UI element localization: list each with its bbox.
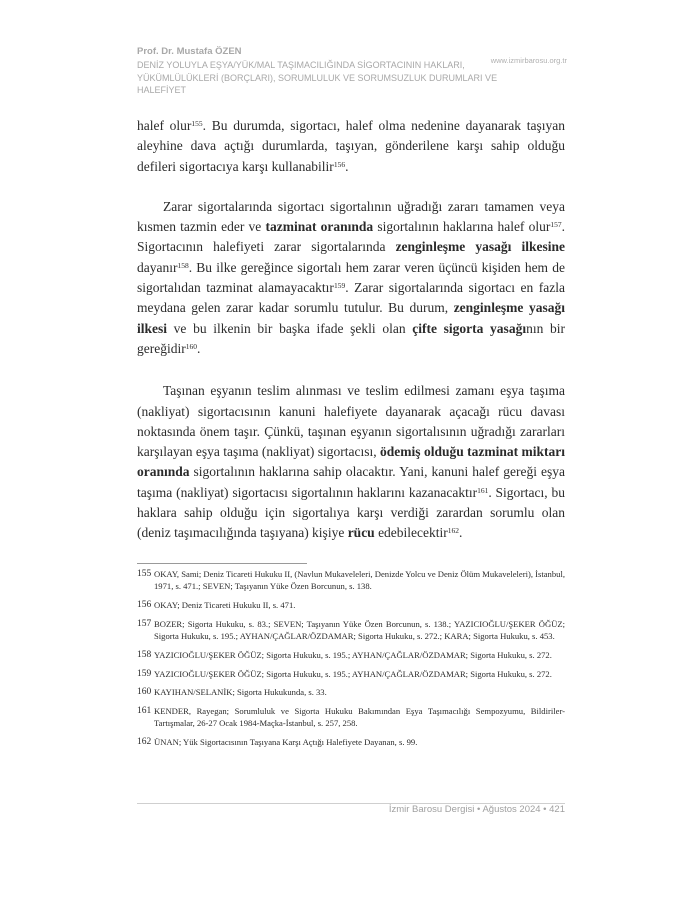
footnote-ref: 162 — [447, 526, 460, 536]
footnote-number: 157 — [137, 618, 152, 629]
footnote-text: YAZICIOĞLU/ŞEKER ÖĞÜZ; Sigorta Hukuku, s. 195.; AYHAN/ÇAĞLAR/ÖZDAMAR; Sigorta Hukuku, s. 272. — [154, 649, 552, 660]
paragraph-3 — [137, 381, 565, 543]
bold-term: zenginleşme yasağı ilkesi — [137, 300, 565, 336]
footnote-text: KENDER, Rayegan; Sorumluluk ve Sigorta Hukuku Bakımından Eşya Taşımacılığı Sempozyumu, Bildiriler-Tartışmalar, 26-27 Ocak 1984-Maçka-İstanbul, s. 257, 258. — [154, 706, 565, 729]
footnote-text: OKAY; Deniz Ticareti Hukuku II, s. 471. — [154, 600, 296, 610]
text-run: Taşınan eşyanın teslim alınması ve teslim edilmesi zamanı eşya taşıma (nakliyat) sigortacısının kanuni halefiyete dayanarak açacağı rücu davası noktasında önem taşır. Çünkü, taşınan eşyanın sigortalısının uğradığı zararları karşılayan eşya taşıma (nakliyat) sigortacısı, — [137, 383, 565, 460]
bold-term: rücu — [347, 525, 375, 541]
header-website: www.izmirbarosu.org.tr — [490, 56, 567, 65]
text-run: sigortalının haklarına sahip olacaktır. Yani, kanuni halef gereği eşya taşıma (nakliyat) sigortacısı sigortalının haklarını kazanacaktır — [137, 464, 565, 500]
header-author: Prof. Dr. Mustafa ÖZEN — [137, 46, 242, 57]
footnote — [137, 736, 565, 748]
footnote-text: ÜNAN; Yük Sigortacısının Taşıyana Karşı Açtığı Halefiyete Dayanan, s. 99. — [154, 737, 418, 748]
text-run: sigortalının haklarına halef olur — [373, 219, 551, 235]
text-run: . Bu durumda, sigortacı, halef olma nedenine dayanarak taşıyan aleyhine dava açtığı durumlarda, taşıyan, gönderilene karşı sahip olduğu defileri sigortacıya karşı kullanabilir — [137, 118, 565, 174]
text-run: dayanır — [137, 259, 178, 275]
footnote-number: 161 — [137, 706, 152, 717]
footnote-ref: 157 — [550, 220, 562, 230]
body-text — [137, 116, 565, 544]
bold-term: zenginleşme yasağı ilkesine — [395, 239, 566, 255]
footnote-number: 162 — [137, 737, 152, 748]
footnote-number: 160 — [137, 687, 152, 698]
bold-term: ödemiş olduğu tazminat miktarı oranında — [137, 444, 565, 480]
footnote-text: BOZER; Sigorta Hukuku, s. 83.; SEVEN; Taşıyanın Yüke Özen Borcunun, s. 138.; YAZICIOĞLU/ŞEKER ÖĞÜZ; Sigorta Hukuku, s. 195.; AYHAN/ÇAĞLAR/ÖZDAMAR; Sigorta Hukuku, s. 272.; KARA; Sigorta Hukuku, s. 453. — [154, 618, 565, 641]
footnotes — [137, 568, 565, 755]
footnote-number: 156 — [137, 600, 152, 610]
footnote-text: KAYIHAN/SELANİK; Sigorta Hukukunda, s. 33. — [154, 687, 327, 698]
paragraph-2 — [137, 197, 565, 359]
footnote-ref: 155 — [191, 119, 203, 128]
footnote-ref: 156 — [333, 159, 346, 169]
text-run: . Sigortacı, bu haklara sahip olduğu için sigortalıya karşı verdiği zarardan sorumlu olan (deniz taşımacılığında taşıyana) kişiye — [137, 484, 565, 541]
footnote-divider — [137, 563, 307, 564]
page-footer: İzmir Barosu Dergisi • Ağustos 2024 • 421 — [388, 804, 565, 815]
footnote — [137, 686, 565, 698]
footnote — [137, 705, 565, 729]
footnote-number: 155 — [137, 569, 152, 579]
text-run: . Bu ilke gereğince sigortalı hem zarar veren üçüncü kişiden hem de sigortalıdan tazminat alamayacaktır — [137, 259, 565, 296]
bold-term: çifte sigorta yasağı — [412, 320, 527, 336]
text-run: . — [345, 158, 349, 174]
text-run: . Zarar sigortalarında sigortacı en fazla meydana gelen zarar kadar sorumlu tutulur. Bu durum, — [137, 280, 565, 316]
footnote-ref: 161 — [477, 485, 489, 495]
paragraph-1 — [137, 116, 565, 177]
text-run: nın bir gereğidir — [137, 320, 565, 356]
footnote — [137, 599, 565, 611]
footnote-ref: 159 — [333, 281, 346, 291]
footnote — [137, 668, 565, 680]
footnote-text: YAZICIOĞLU/ŞEKER ÖĞÜZ; Sigorta Hukuku, s. 195.; AYHAN/ÇAĞLAR/ÖZDAMAR; Sigorta Hukuku, s. 272. — [154, 668, 552, 679]
text-run: . — [196, 340, 201, 356]
footnote — [137, 568, 565, 592]
footnote-ref: 160 — [185, 341, 197, 351]
text-run: edebilecektir — [374, 525, 448, 541]
footnote — [137, 649, 565, 661]
footnote-ref: 158 — [177, 260, 189, 270]
text-run: . Sigortacının halefiyeti zarar sigortalarında — [137, 219, 565, 255]
footnote-number: 158 — [137, 649, 152, 660]
text-run: ve bu ilkenin bir başka ifade şekli olan — [167, 320, 413, 336]
bold-term: tazminat oranında — [265, 219, 374, 235]
footnote-text: OKAY, Sami; Deniz Ticareti Hukuku II, (Navlun Mukaveleleri, Denizde Yolcu ve Deniz Ölüm Mukaveleleri), İstanbul, 1971, s. 471.; SEVEN; Taşıyanın Yüke Özen Borcunun, s. 138. — [154, 569, 565, 592]
footnote-number: 159 — [137, 668, 152, 679]
text-run: halef olur — [137, 118, 192, 133]
text-run: . — [459, 525, 463, 541]
header-article-title: DENİZ YOLUYLA EŞYA/YÜK/MAL TAŞIMACILIĞINDA SİGORTACININ HAKLARI, YÜKÜMLÜLÜKLERİ (BORÇLARI), SORUMLULUK VE SORUMSUZLUK DURUMLARI VE HALEFİYET — [137, 60, 498, 95]
running-header — [137, 46, 567, 97]
text-run: Zarar sigortalarında sigortacı sigortalının uğradığı zararı tamamen veya kısmen tazmin eder ve — [137, 198, 565, 235]
footnote — [137, 618, 565, 642]
